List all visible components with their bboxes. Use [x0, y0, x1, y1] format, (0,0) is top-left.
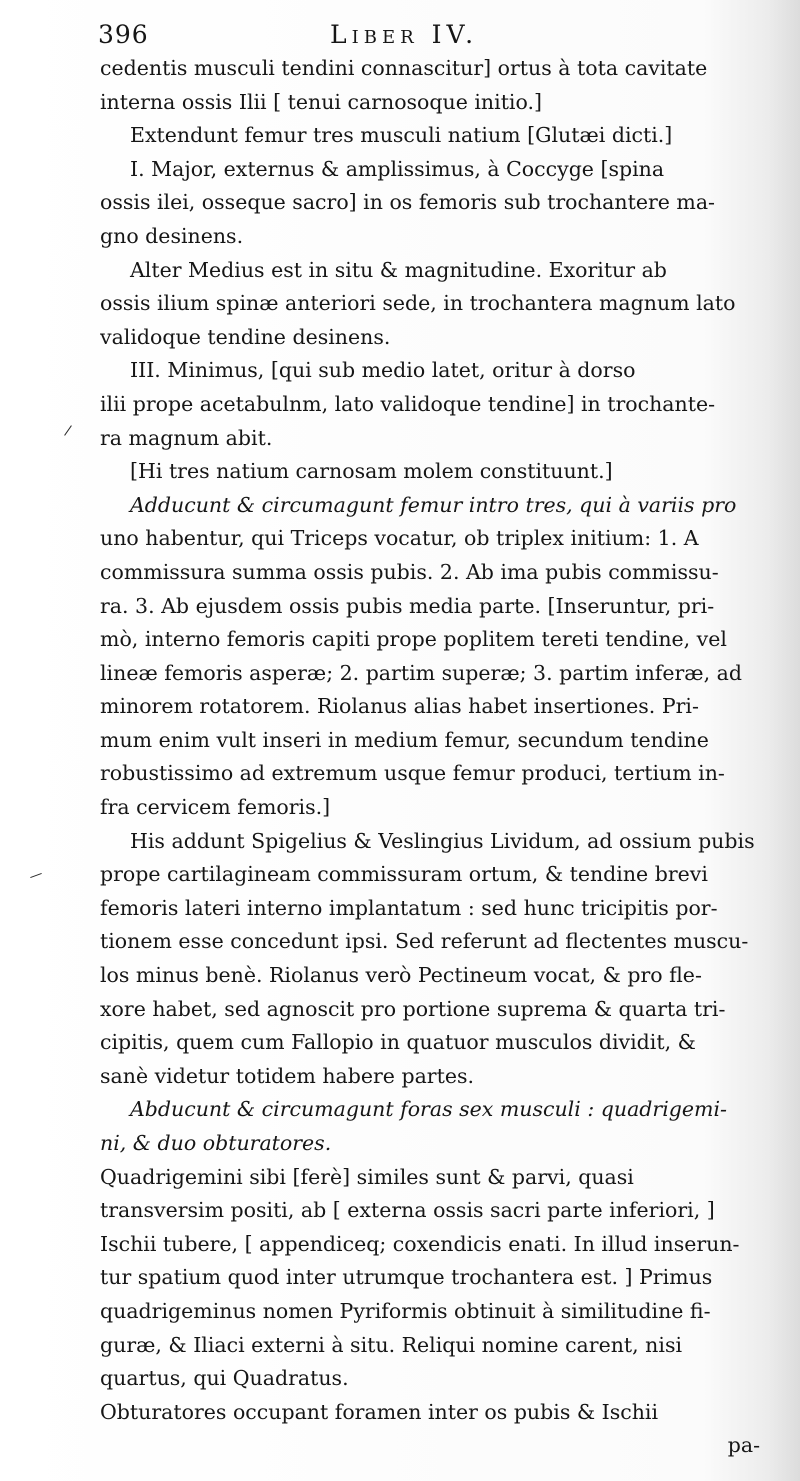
- text-line: commissura summa ossis pubis. 2. Ab ima pubis commissu-: [100, 559, 719, 584]
- page-number: 396: [98, 20, 149, 49]
- text-line: femoris lateri interno implantatum : sed hunc tricipitis por-: [100, 895, 718, 920]
- text-line: Ischii tubere, [ appendiceq; coxendicis enati. In illud inserun-: [100, 1231, 740, 1256]
- running-head: Liber IV.: [330, 20, 479, 49]
- text-line: validoque tendine desinens.: [100, 324, 391, 349]
- text-line: lineæ femoris asperæ; 2. partim superæ; 3. partim inferæ, ad: [100, 660, 742, 685]
- text-line: prope cartilagineam commissuram ortum, & tendine brevi: [100, 862, 708, 887]
- text-line: quadrigeminus nomen Pyriformis obtinuit à similitudine fi-: [100, 1298, 711, 1323]
- text-line: ilii prope acetabulnm, lato validoque tendine] in trochante-: [100, 391, 716, 416]
- text-line: xore habet, sed agnoscit pro portione suprema & quarta tri-: [100, 996, 726, 1021]
- text-line: Alter Medius est in situ & magnitudine. Exoritur ab: [130, 257, 667, 282]
- text-line: Obturatores occupant foramen inter os pubis & Ischii: [100, 1399, 659, 1424]
- text-line: interna ossis Ilii [ tenui carnosoque initio.]: [100, 89, 542, 114]
- text-line: mum enim vult inseri in medium femur, secundum tendine: [100, 727, 709, 752]
- text-line: quartus, qui Quadratus.: [100, 1366, 349, 1391]
- text-line: uno habentur, qui Triceps vocatur, ob triplex initium: 1. A: [100, 526, 699, 551]
- text-line: [Hi tres natium carnosam molem constituunt.]: [130, 459, 613, 484]
- text-line: Quadrigemini sibi [ferè] similes sunt & parvi, quasi: [100, 1164, 634, 1189]
- text-line: ra. 3. Ab ejusdem ossis pubis media parte. [Inseruntur, pri-: [100, 593, 715, 618]
- text-line: minorem rotatorem. Riolanus alias habet insertiones. Pri-: [100, 694, 699, 719]
- text-line: Adducunt & circumagunt femur intro tres, qui à variis pro: [130, 492, 737, 517]
- text-line: mò, interno femoris capiti prope poplitem tereti tendine, vel: [100, 627, 727, 652]
- text-line: I. Major, externus & amplissimus, à Coccyge [spina: [130, 156, 665, 181]
- text-line: His addunt Spigelius & Veslingius Lividum, ad ossium pubis: [130, 828, 755, 853]
- text-line: ra magnum abit.: [100, 425, 273, 450]
- text-line: tur spatium quod inter utrumque trochantera est. ] Primus: [100, 1265, 713, 1290]
- text-line: tionem esse concedunt ipsi. Sed referunt ad flectentes muscu-: [100, 929, 749, 954]
- text-line: ossis ilium spinæ anteriori sede, in trochantera magnum lato: [100, 291, 736, 316]
- text-line: cipitis, quem cum Fallopio in quatuor musculos dividit, &: [100, 1030, 696, 1055]
- text-line: los minus benè. Riolanus verò Pectineum vocat, & pro fle-: [100, 963, 702, 988]
- text-line: fra cervicem femoris.]: [100, 795, 331, 820]
- text-body: [100, 52, 760, 1463]
- text-line: robustissimo ad extremum usque femur produci, tertium in-: [100, 761, 725, 786]
- text-line: III. Minimus, [qui sub medio latet, oritur à dorso: [130, 358, 636, 383]
- text-line: ossis ilei, osseque sacro] in os femoris sub trochantere ma-: [100, 190, 715, 215]
- text-line: Extendunt femur tres musculi natium [Glutæi dicti.]: [130, 123, 673, 148]
- text-line: gno desinens.: [100, 223, 244, 248]
- catchword: pa-: [727, 1433, 760, 1458]
- page-header: [98, 14, 758, 56]
- text-line: guræ, & Iliaci externi à situ. Reliqui nomine carent, nisi: [100, 1332, 683, 1357]
- text-line: cedentis musculi tendini connascitur] ortus à tota cavitate: [100, 56, 708, 80]
- text-line: sanè videtur totidem habere partes.: [100, 1063, 475, 1088]
- margin-mark: [64, 425, 72, 435]
- text-line: ni, & duo obturatores.: [100, 1131, 332, 1155]
- text-line: transversim positi, ab [ externa ossis sacri parte inferiori, ]: [100, 1198, 715, 1223]
- margin-mark: [30, 873, 42, 878]
- text-line: Abducunt & circumagunt foras sex musculi : quadrigemi-: [130, 1097, 727, 1122]
